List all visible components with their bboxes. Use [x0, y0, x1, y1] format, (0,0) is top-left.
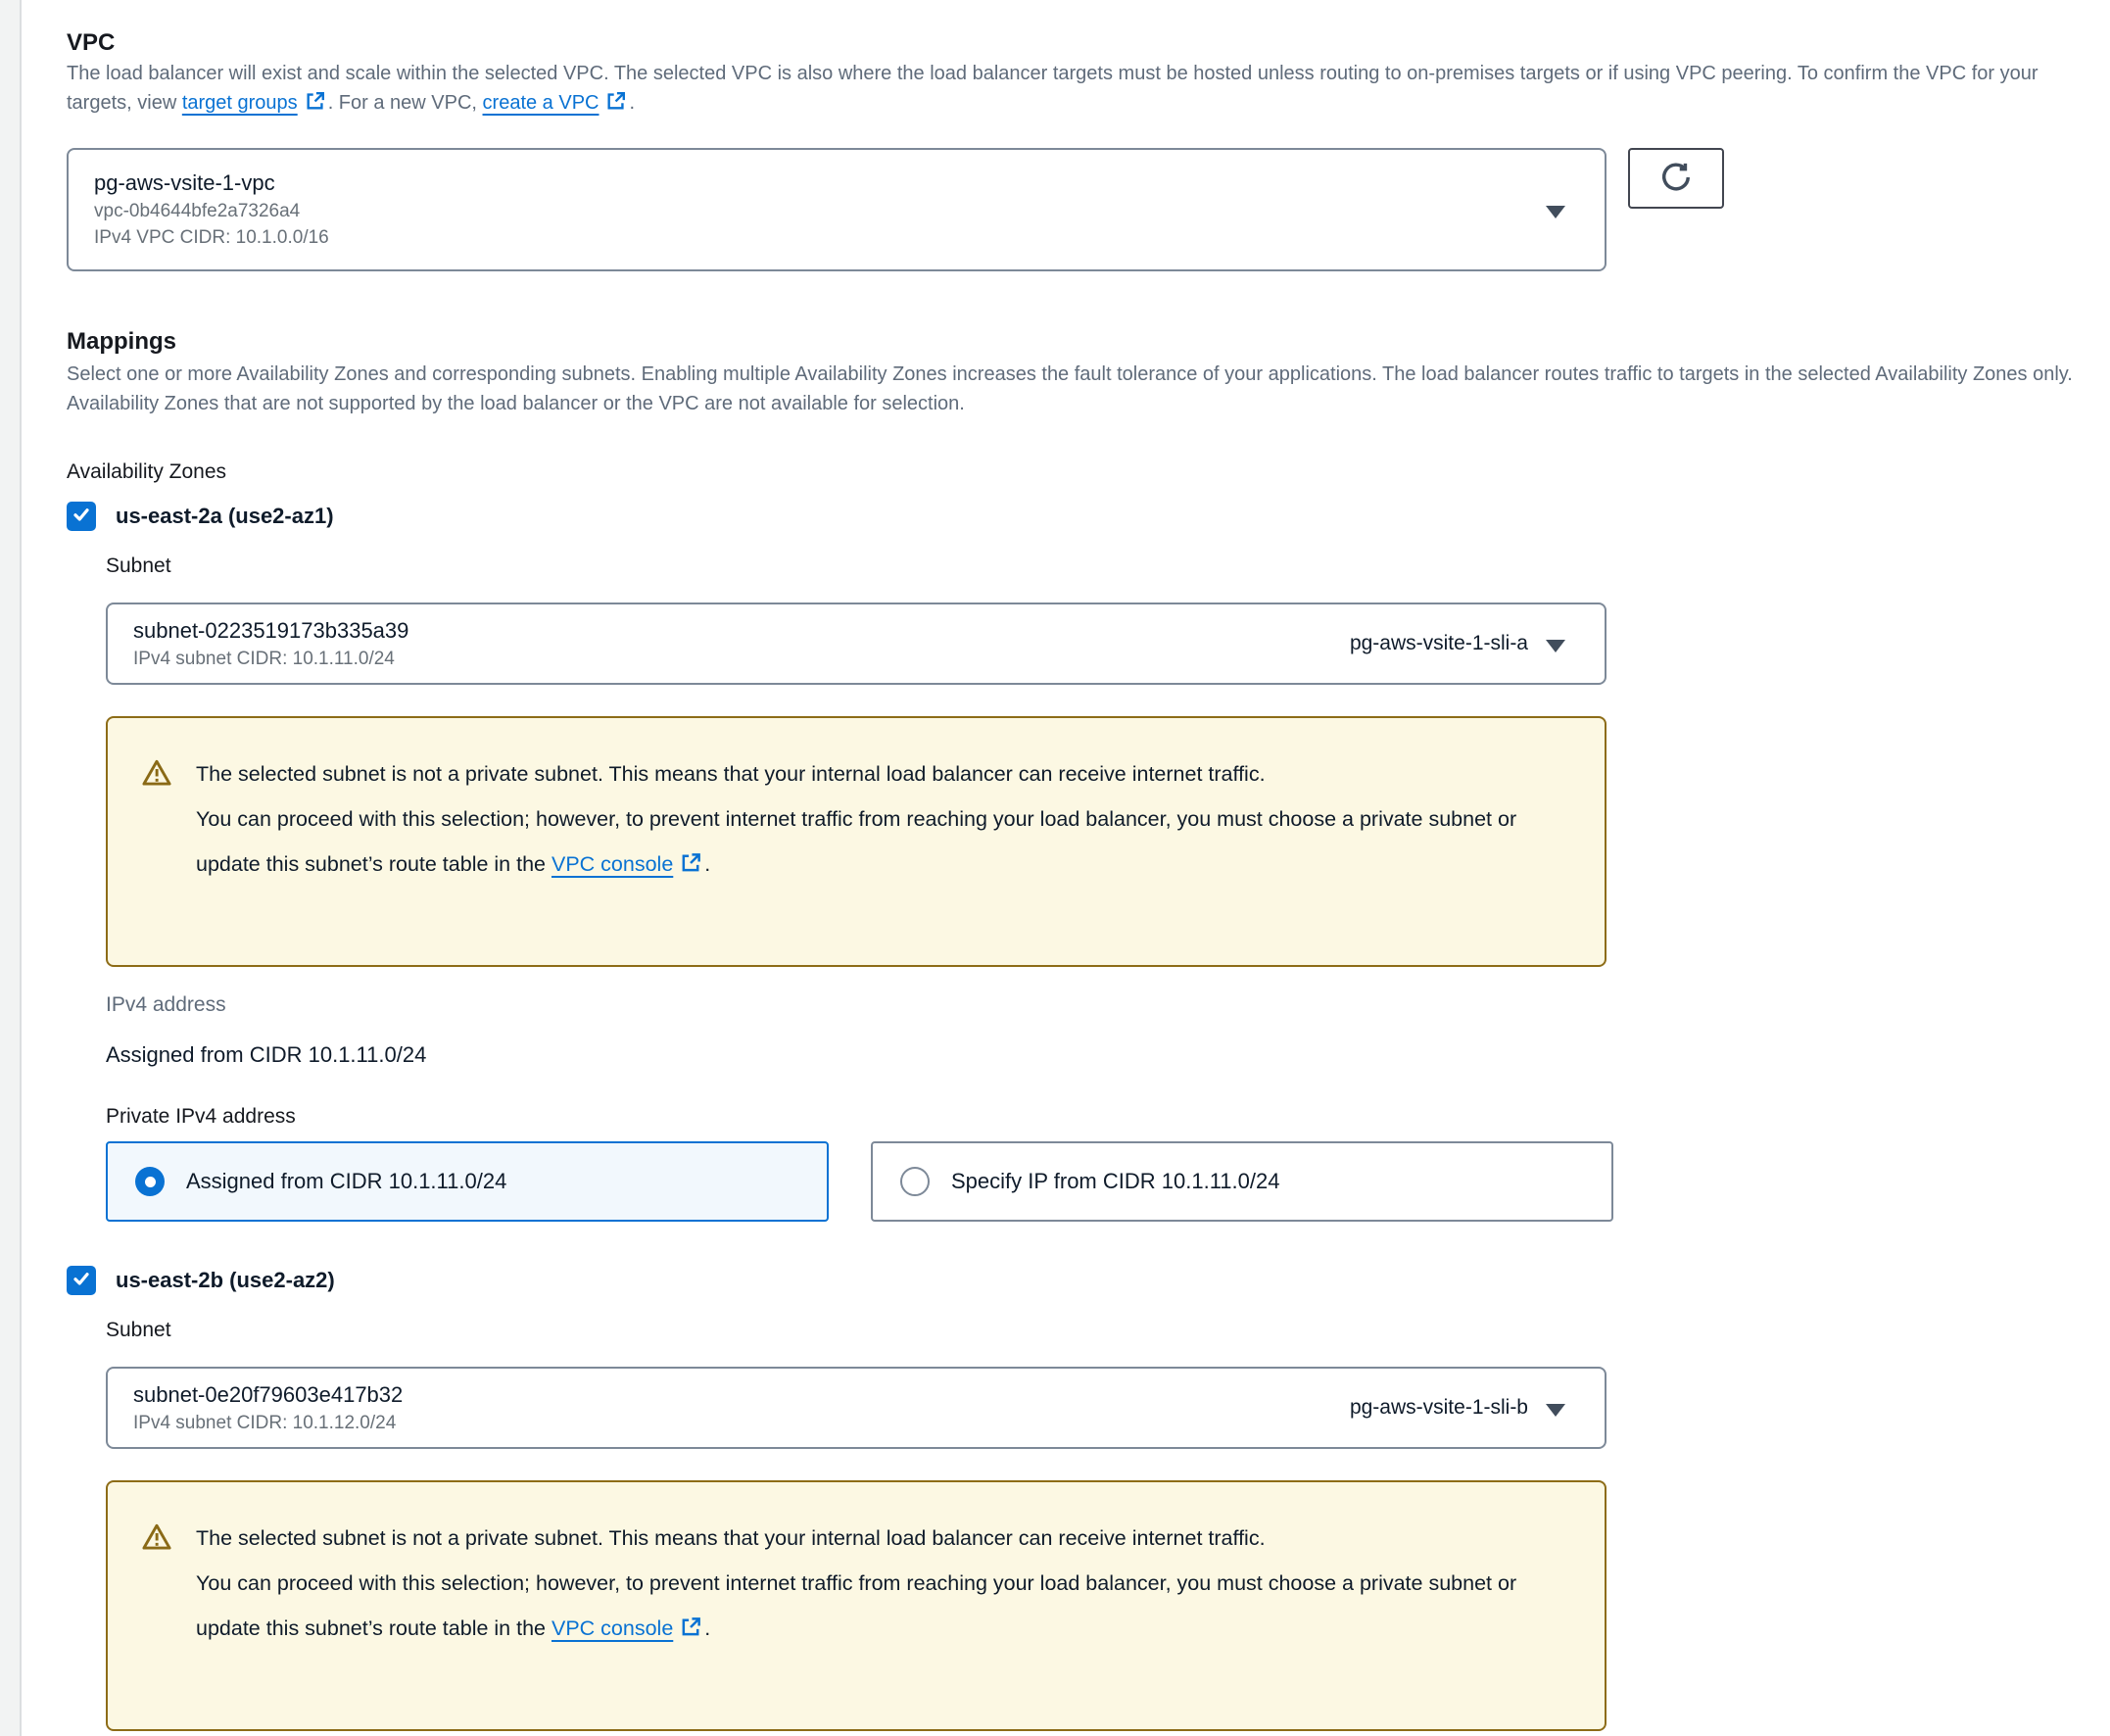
- vpc-description: [67, 59, 2083, 121]
- warning-line-1: The selected subnet is not a private subnet. This means that your internal load balancer can receive internet traffic.: [196, 762, 1266, 786]
- external-link-icon: [680, 1609, 702, 1654]
- radio-assigned-label: Assigned from CIDR 10.1.11.0/24: [186, 1169, 507, 1193]
- availability-zones-label: Availability Zones: [67, 460, 227, 483]
- subnet-select-us-east-2b[interactable]: [106, 1367, 1606, 1449]
- warning-line-2-end: .: [704, 852, 711, 876]
- subnet-id: subnet-0223519173b335a39: [133, 617, 409, 643]
- vpc-description-text-2: . For a new VPC,: [327, 92, 483, 114]
- subnet-select-value: [133, 617, 1350, 671]
- panel-left-edge: [0, 0, 22, 1736]
- subnet-select-value: [133, 1381, 1350, 1435]
- create-vpc-link[interactable]: create a VPC: [482, 92, 599, 114]
- radio-selected-icon[interactable]: [135, 1167, 165, 1196]
- subnet-cidr: IPv4 subnet CIDR: 10.1.12.0/24: [133, 1412, 397, 1433]
- subnet-name: pg-aws-vsite-1-sli-a: [1349, 632, 1528, 654]
- subnet-id: subnet-0e20f79603e417b32: [133, 1381, 404, 1407]
- vpc-select[interactable]: [67, 148, 1606, 271]
- radio-tile-specify-ip[interactable]: [871, 1141, 1613, 1222]
- warning-triangle-icon: [141, 1521, 172, 1558]
- subnet-name: pg-aws-vsite-1-sli-b: [1349, 1396, 1528, 1419]
- ipv4-address-value: Assigned from CIDR 10.1.11.0/24: [106, 1042, 427, 1067]
- private-ipv4-options: [106, 1141, 2083, 1222]
- az-body-us-east-2b: [106, 1318, 2083, 1731]
- warning-line-2: You can proceed with this selection; however, to prevent internet traffic from reaching your load balancer, you must choose a private subnet or update this subnet’s route table in the: [196, 1571, 1517, 1640]
- vpc-select-value: [94, 169, 1546, 250]
- vpc-name: pg-aws-vsite-1-vpc: [94, 170, 275, 195]
- check-icon: [72, 505, 91, 529]
- warning-triangle-icon: [141, 757, 172, 794]
- radio-tile-assigned-from-cidr[interactable]: [106, 1141, 829, 1222]
- mappings-section: [67, 328, 2083, 1731]
- mappings-heading: Mappings: [67, 328, 176, 355]
- vpc-select-row: [67, 148, 2083, 271]
- chevron-down-icon: [1546, 206, 1565, 218]
- external-link-icon: [680, 844, 702, 890]
- chevron-down-icon: [1546, 640, 1565, 652]
- subnet-label: Subnet: [106, 1319, 171, 1341]
- chevron-down-icon: [1546, 1404, 1565, 1417]
- az-label-us-east-2b: us-east-2b (use2-az2): [116, 1268, 335, 1292]
- az-row-us-east-2a: [67, 501, 2083, 532]
- az-label-us-east-2a: us-east-2a (use2-az1): [116, 504, 334, 528]
- subnet-label: Subnet: [106, 555, 171, 577]
- vpc-cidr: IPv4 VPC CIDR: 10.1.0.0/16: [94, 227, 329, 248]
- subnet-select-tag: [1350, 1396, 1565, 1420]
- az-body-us-east-2a: [106, 554, 2083, 1222]
- private-ipv4-label: Private IPv4 address: [106, 1105, 296, 1128]
- warning-text: [196, 1516, 1548, 1654]
- az-checkbox-us-east-2a[interactable]: [67, 502, 96, 531]
- warning-line-1: The selected subnet is not a private subnet. This means that your internal load balancer can receive internet traffic.: [196, 1526, 1266, 1550]
- radio-specify-label: Specify IP from CIDR 10.1.11.0/24: [951, 1169, 1280, 1193]
- warning-line-2: You can proceed with this selection; however, to prevent internet traffic from reaching your load balancer, you must choose a private subnet or update this subnet’s route table in the: [196, 807, 1517, 876]
- vpc-mappings-panel: [67, 29, 2083, 1731]
- az-row-us-east-2b: [67, 1265, 2083, 1296]
- subnet-select-us-east-2a[interactable]: [106, 603, 1606, 685]
- vpc-description-text-3: .: [629, 92, 636, 114]
- target-groups-link[interactable]: target groups: [181, 92, 298, 114]
- radio-unselected-icon[interactable]: [900, 1167, 930, 1196]
- refresh-button[interactable]: [1628, 148, 1724, 209]
- vpc-console-link[interactable]: VPC console: [551, 1616, 674, 1640]
- az-checkbox-us-east-2b[interactable]: [67, 1266, 96, 1295]
- subnet-warning-alert: [106, 716, 1606, 967]
- check-icon: [72, 1269, 91, 1293]
- ipv4-address-label: IPv4 address: [106, 993, 226, 1016]
- vpc-heading: VPC: [67, 29, 116, 56]
- warning-line-2-end: .: [704, 1616, 711, 1640]
- mappings-description: Select one or more Availability Zones and corresponding subnets. Enabling multiple Availability Zones increases the fault tolerance of your applications. The load balancer routes traffic to targets in the selected Availability Zones only. Availability Zones that are not supported by the load balancer or the VPC are not available for selection.: [67, 363, 2073, 414]
- external-link-icon: [305, 90, 326, 121]
- vpc-id: vpc-0b4644bfe2a7326a4: [94, 201, 301, 221]
- vpc-description-text-1: The load balancer will exist and scale within the selected VPC. The selected VPC is also where the load balancer targets must be hosted unless routing to on-premises targets or if using VPC peering. To confirm the VPC for your targets, view: [67, 63, 2038, 114]
- external-link-icon: [605, 90, 627, 121]
- vpc-console-link[interactable]: VPC console: [551, 852, 674, 876]
- refresh-icon: [1658, 160, 1694, 198]
- warning-text: [196, 751, 1548, 890]
- subnet-warning-alert: [106, 1480, 1606, 1731]
- subnet-cidr: IPv4 subnet CIDR: 10.1.11.0/24: [133, 648, 395, 669]
- subnet-select-tag: [1350, 632, 1565, 655]
